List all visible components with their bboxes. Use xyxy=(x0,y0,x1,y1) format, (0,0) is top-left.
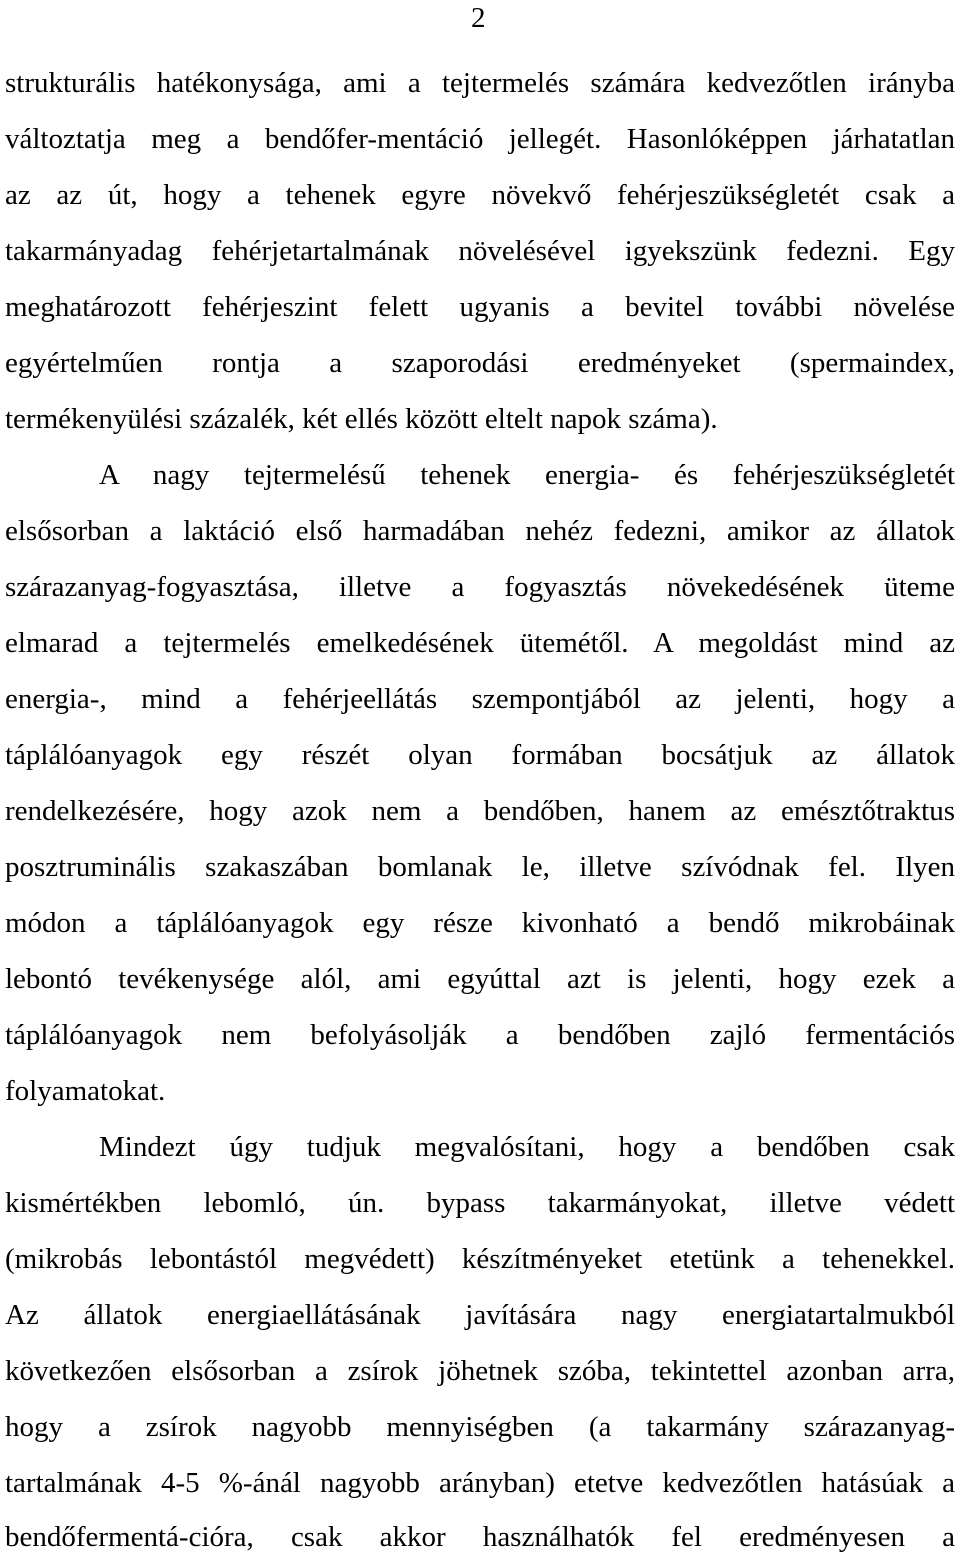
text-line: módon a táplálóanyagok egy része kivonható a bendő mikrobáinak xyxy=(5,907,955,939)
page-number: 2 xyxy=(471,2,486,34)
text-line: strukturális hatékonysága, ami a tejtermelés számára kedvezőtlen irányba xyxy=(5,67,955,99)
text-line: termékenyülési százalék, két ellés között eltelt napok száma). xyxy=(5,403,718,435)
text-line: elsősorban a laktáció első harmadában nehéz fedezni, amikor az állatok xyxy=(5,515,955,547)
text-line: táplálóanyagok egy részét olyan formában bocsátjuk az állatok xyxy=(5,739,955,771)
text-line: hogy a zsírok nagyobb mennyiségben (a takarmány szárazanyag- xyxy=(5,1411,955,1443)
text-line: Mindezt úgy tudjuk megvalósítani, hogy a bendőben csak xyxy=(99,1131,955,1163)
text-line: tartalmának 4-5 %-ánál nagyobb arányban) etetve kedvezőtlen hatásúak a xyxy=(5,1467,955,1499)
text-line: energia-, mind a fehérjeellátás szempontjából az jelenti, hogy a xyxy=(5,683,955,715)
text-line: az az út, hogy a tehenek egyre növekvő fehérjeszükségletét csak a xyxy=(5,179,955,211)
text-line: (mikrobás lebontástól megvédett) készítményeket etetünk a tehenekkel. xyxy=(5,1243,955,1275)
text-line: lebontó tevékenysége alól, ami egyúttal azt is jelenti, hogy ezek a xyxy=(5,963,955,995)
text-line: kismértékben lebomló, ún. bypass takarmányokat, illetve védett xyxy=(5,1187,955,1219)
text-line: takarmányadag fehérjetartalmának növelésével igyekszünk fedezni. Egy xyxy=(5,235,955,267)
text-line: A nagy tejtermelésű tehenek energia- és fehérjeszükségletét xyxy=(99,459,955,491)
text-line: egyértelműen rontja a szaporodási eredményeket (spermaindex, xyxy=(5,347,955,379)
text-line: posztruminális szakaszában bomlanak le, illetve szívódnak fel. Ilyen xyxy=(5,851,955,883)
text-line: bendőfermentá-cióra, csak akkor használhatók fel eredményesen a xyxy=(5,1521,955,1553)
text-line: folyamatokat. xyxy=(5,1075,166,1107)
text-line: Az állatok energiaellátásának javítására nagy energiatartalmukból xyxy=(5,1299,955,1331)
text-line: táplálóanyagok nem befolyásolják a bendőben zajló fermentációs xyxy=(5,1019,955,1051)
text-line: következően elsősorban a zsírok jöhetnek szóba, tekintettel azonban arra, xyxy=(5,1355,955,1387)
text-line: szárazanyag-fogyasztása, illetve a fogyasztás növekedésének üteme xyxy=(5,571,955,603)
text-line: változtatja meg a bendőfer-mentáció jellegét. Hasonlóképpen járhatatlan xyxy=(5,123,955,155)
text-line: meghatározott fehérjeszint felett ugyanis a bevitel további növelése xyxy=(5,291,955,323)
text-line: rendelkezésére, hogy azok nem a bendőben, hanem az emésztőtraktus xyxy=(5,795,955,827)
text-line: elmarad a tejtermelés emelkedésének ütemétől. A megoldást mind az xyxy=(5,627,955,659)
